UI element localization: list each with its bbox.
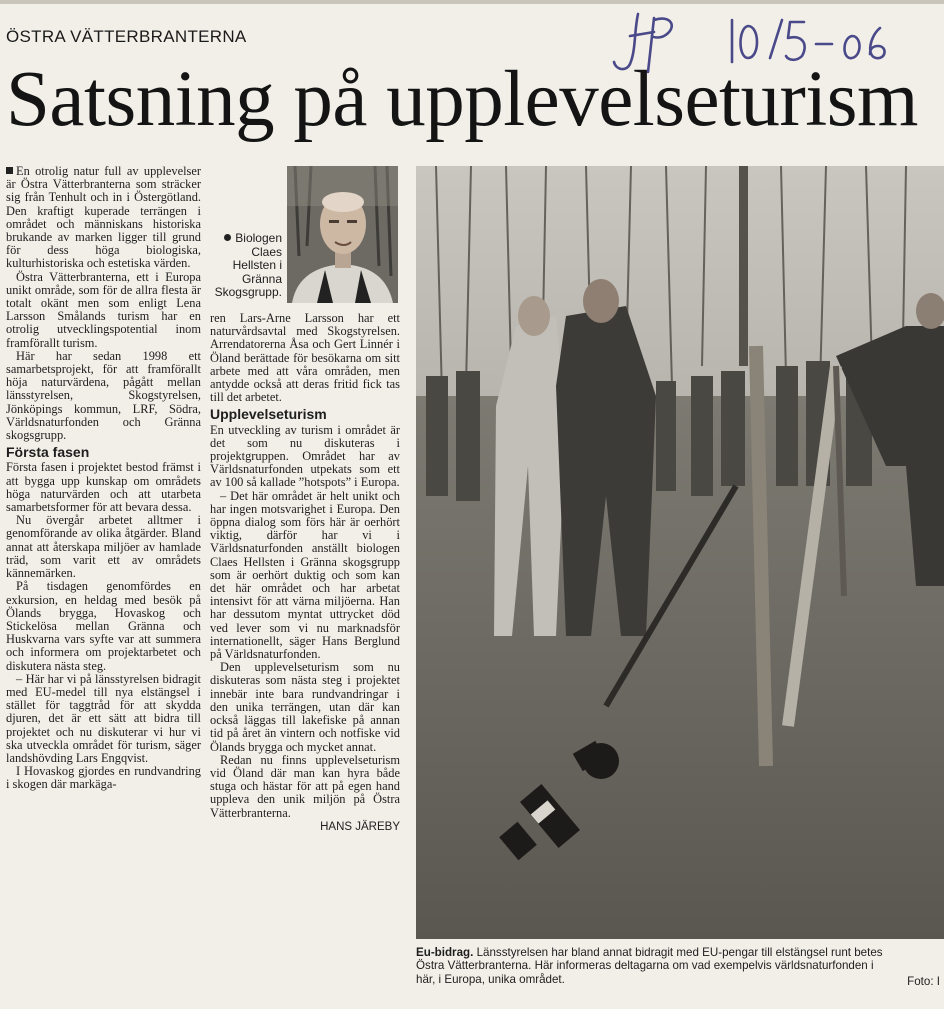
paragraph: En otrolig natur full av upplevelser är Östra Vätterbranterna som sträcker sig från Tenhult och in i Östergötland. Den kraftigt kuperade terrängen i området och människans historiska brukande av marken ligger till grund för dess höga biologiska, kulturhistoriska och estetiska värden. [6,164,201,271]
section-label: ÖSTRA VÄTTERBRANTERNA [6,27,247,46]
caption-label: Eu-bidrag. [416,946,474,959]
caption-line-2: Östra Vätterbranterna. Här informeras deltagarna om vad exempelvis världsnaturfonden i [416,959,874,973]
paragraph: Här har sedan 1998 ett samarbetsprojekt, för att framförallt höja naturvärdena, pågått mellan länsstyrelsen, Skogstyrelsen, Jönköpings kommun, LRF, Södra, Världsnaturfonden och Gränna skogsgrupp. [6,348,201,443]
forest-excursion-illustration [416,166,944,939]
photo-caption [416,946,944,986]
paragraph: En utveckling av turism i området är det som nu diskuteras i projektgruppen. Området har av Världsnaturfonden utpekats som ett av 100 så kallade ”hotspots” i Europa. [210,422,400,490]
paragraph: I Hovaskog gjordes en rundvandring i skogen där markäga- [6,764,201,792]
portrait-illustration [287,166,398,303]
photo-credit: Foto: I [907,975,940,988]
subheading: Första fasen [6,444,90,461]
paragraph: ren Lars-Arne Larsson har ett naturvårdsavtal med Skogstyrelsen. Arrendatorerna Åsa och Gert Linnér i Öland berättade för besökarna om sitt arbete med att våra områden, men antydde också att deras fritid fick tas till det arbetet. [210,311,400,405]
bullet-square-icon [6,167,13,174]
paragraph: På tisdagen genomfördes en exkursion, en heldag med besök på Ölands brygga, Hovaskog och Stickelösa mellan Gränna och Huskvarna vars syfte var att summera och informera om projektarbetet och diskutera nästa steg. [6,579,201,673]
paragraph: Den upplevelseturism som nu diskuteras som nästa steg i projektet innebär inte bara rundvandringar i den unika terrängen, utan där kan också läggas till lakefiske på annan tid på året än vintern och notfiske vid Ölands brygga och mycket annat. [210,660,400,754]
portrait-caption: Biologen Claes Hellsten i Gränna Skogsgrupp. [214,231,282,299]
top-rule [0,0,944,4]
portrait-photo [287,166,398,303]
headline: Satsning på upplevelseturism [6,56,918,143]
article-column-1 [6,165,201,792]
caption-line-1: Länsstyrelsen har bland annat bidragit med EU-pengar till elstängsel runt betes [476,946,883,959]
paragraph: – Här har vi på länsstyrelsen bidragit med EU-medel till nya elstängsel i stället för taggtråd för att skydda djuren, det är ett sätt att bidra till projektet och nu diskuterar vi hur vi ska utveckla området för turism, säger landshövding Lars Engqvist. [6,671,201,765]
paragraph: Östra Vätterbranterna, ett i Europa unikt område, som för de allra flesta är totalt okänt men som enligt Lena Larsson Smålands turism har en otrolig utvecklingspotential inom framförallt turism. [6,269,201,350]
subheading: Upplevelseturism [210,406,327,423]
paragraph: Redan nu finns upplevelseturism vid Öland där man kan hyra både stuga och hästar för att på egen hand uppleva den unik miljön på Östra Vätterbranterna. [210,752,400,820]
bullet-dot-icon [224,234,231,241]
byline: HANS JÄREBY [320,820,400,833]
main-photo [416,166,944,939]
paragraph: Första fasen i projektet bestod främst i att bygga upp kunskap om områdets höga naturvärden och att utarbeta samarbetsformer för att bevara dessa. [6,460,201,515]
caption-line-3: här, i Europa, unika området. [416,972,565,986]
paragraph: – Det här området är helt unikt och har ingen motsvarighet i Europa. Den öppna dialog som förs här är oerhört viktig, därför har vi i Världsnaturfonden anställt biologen Claes Hellsten i Gränna skogsgrupp som är oerhört duktig och som kan det här området och har arbetat intensivt för att värna miljöerna. Han har dessutom myntat uttrycket död ved lever som vi nu marknadsför internationellt, säger Hans Berglund på Världsnaturfonden. [210,488,400,662]
paragraph: Nu övergår arbetet alltmer i genomförande av olika åtgärder. Bland annat att återskapa miljöer av hamlade träd, som varit ett av områdets kännemärken. [6,513,201,581]
article-column-2 [210,312,400,834]
